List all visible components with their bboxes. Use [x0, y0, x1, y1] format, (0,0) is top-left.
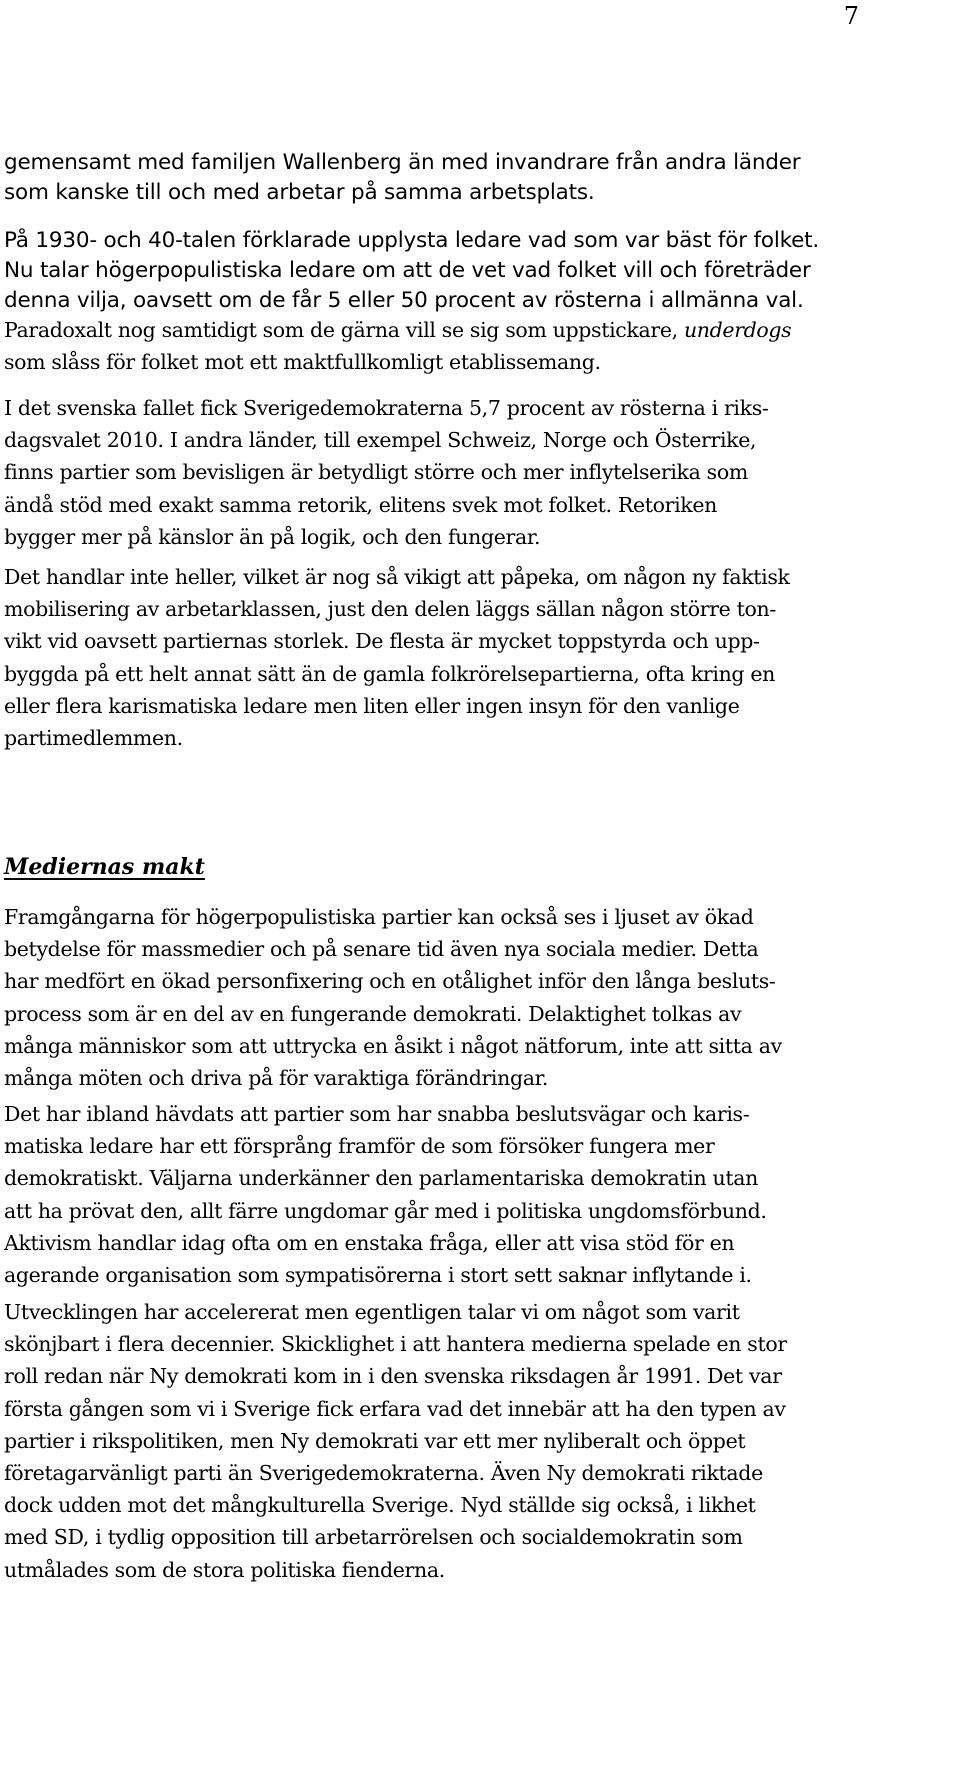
text-line: dock udden mot det mångkulturella Sverige. Nyd ställde sig också, i likhet: [4, 1493, 756, 1518]
text-line: partimedlemmen.: [4, 726, 183, 751]
text-line: med SD, i tydlig opposition till arbetarrörelsen och socialdemokratin som: [4, 1525, 743, 1550]
text-line: som kanske till och med arbetar på samma arbetsplats.: [4, 180, 595, 205]
text-line: Nu talar högerpopulistiska ledare om att de vet vad folket vill och företräder: [4, 258, 811, 283]
text-line: första gången som vi i Sverige fick erfara vad det innebär att ha den typen av: [4, 1396, 786, 1421]
text-line: som slåss för folket mot ett maktfullkomligt etablissemang.: [4, 350, 601, 375]
text-line: demokratiskt. Väljarna underkänner den parlamentariska demokratin utan: [4, 1166, 758, 1191]
text-line: mobilisering av arbetarklassen, just den delen läggs sällan någon större ton-: [4, 597, 776, 622]
paragraph-6: [4, 1098, 956, 1291]
section-heading: Mediernas makt: [4, 854, 205, 880]
paragraph-2-continued: [4, 314, 956, 378]
paragraph-4: [4, 561, 956, 754]
text-line: skönjbart i flera decennier. Skicklighet i att hantera medierna spelade en stor: [4, 1332, 787, 1357]
text-line: ändå stöd med exakt samma retorik, elitens svek mot folket. Retoriken: [4, 492, 717, 517]
text-line: matiska ledare har ett försprång framför de som försöker fungera mer: [4, 1134, 715, 1159]
text-line: att ha prövat den, allt färre ungdomar går med i politiska ungdomsförbund.: [4, 1198, 767, 1223]
text-line: dagsvalet 2010. I andra länder, till exempel Schweiz, Norge och Österrike,: [4, 428, 757, 453]
text-line: många möten och driva på för varaktiga förändringar.: [4, 1066, 548, 1091]
text-line: finns partier som bevisligen är betydligt större och mer inflytelserika som: [4, 460, 748, 485]
text-line: gemensamt med familjen Wallenberg än med invandrare från andra länder: [4, 150, 801, 175]
text-line: många människor som att uttrycka en åsikt i något nätforum, inte att sitta av: [4, 1033, 782, 1058]
text-line: företagarvänligt parti än Sverigedemokraterna. Även Ny demokrati riktade: [4, 1461, 763, 1486]
paragraph-7: [4, 1296, 956, 1586]
text-line: process som är en del av en fungerande demokrati. Delaktighet tolkas av: [4, 1001, 742, 1026]
text-line: agerande organisation som sympatisörerna i stort sett saknar inflytande i.: [4, 1263, 752, 1288]
text-line: I det svenska fallet fick Sverigedemokraterna 5,7 procent av rösterna i riks-: [4, 396, 769, 420]
text-line: Det handlar inte heller, vilket är nog så vikigt att påpeka, om någon ny faktisk: [4, 565, 790, 589]
text-line: partier i rikspolitiken, men Ny demokrati var ett mer nyliberalt och öppet: [4, 1428, 746, 1453]
text-line: På 1930- och 40-talen förklarade upplysta ledare vad som var bäst för folket.: [4, 228, 819, 253]
text-line: bygger mer på känslor än på logik, och den fungerar.: [4, 524, 541, 549]
text-line: Utvecklingen har accelererat men egentligen talar vi om något som varit: [4, 1300, 740, 1324]
text-line: Framgångarna för högerpopulistiska partier kan också ses i ljuset av ökad: [4, 905, 754, 929]
text-line: har medfört en ökad personfixering och en otålighet inför den långa besluts-: [4, 969, 776, 994]
text-line: Aktivism handlar idag ofta om en enstaka fråga, eller att visa stöd för en: [4, 1230, 735, 1255]
text-line: roll redan när Ny demokrati kom in i den svenska riksdagen år 1991. Det var: [4, 1364, 782, 1389]
text-run: Paradoxalt nog samtidigt som de gärna vill se sig som uppstickare,: [4, 318, 684, 342]
italic-term: underdogs: [683, 318, 792, 342]
text-line: [4, 314, 956, 346]
paragraph-1: [4, 148, 956, 208]
text-line: eller flera karismatiska ledare men liten eller ingen insyn för den vanlige: [4, 693, 740, 718]
text-line: denna vilja, oavsett om de får 5 eller 50 procent av rösterna i allmänna val.: [4, 288, 804, 313]
text-line: Det har ibland hävdats att partier som har snabba beslutsvägar och karis-: [4, 1102, 750, 1126]
text-line: betydelse för massmedier och på senare tid även nya sociala medier. Detta: [4, 937, 759, 962]
paragraph-2: [4, 226, 956, 316]
text-line: vikt vid oavsett partiernas storlek. De flesta är mycket toppstyrda och upp-: [4, 629, 760, 654]
paragraph-5: [4, 901, 956, 1094]
text-line: utmålades som de stora politiska fienderna.: [4, 1557, 445, 1582]
paragraph-3: [4, 392, 956, 553]
text-line: byggda på ett helt annat sätt än de gamla folkrörelsepartierna, ofta kring en: [4, 661, 775, 686]
page-number: 7: [843, 2, 859, 30]
